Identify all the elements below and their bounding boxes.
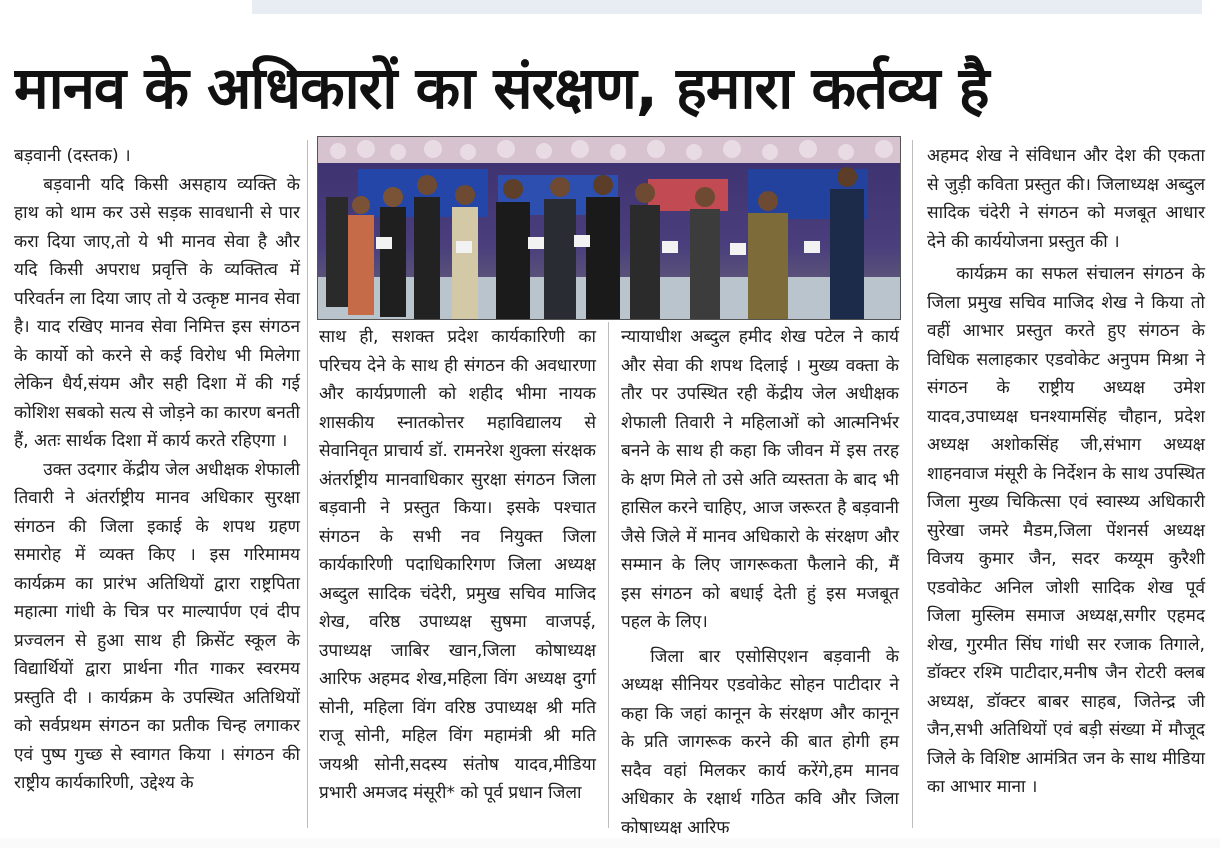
paragraph: बड़वानी यदि किसी असहाय व्यक्ति के हाथ को थाम कर उसे सड़क सावधानी से पार करा दिया जाए,तो ये भी मानव सेवा है और यदि किसी अपराध प्रवृत्ति के व्यक्तित्व में परिवर्तन ला दिया जाए तो ये उत्कृष्ट मानव सेवा है। याद रखिए मानव सेवा निमित्त इस संगठन के कार्यो को करने से कई विरोध भी मिलेगा लेकिन धैर्य,संयम और सही दिशा में की गई कोशिश सबको सत्य से जोड़ने का कारण बनती हैं, अतः सार्थक दिशा में कार्य करते रहिएगा । bbox=[14, 174, 300, 451]
dateline: बड़वानी (दस्तक) । bbox=[14, 146, 131, 166]
paragraph: अहमद शेख ने संविधान और देश की एकता से जुड़ी कविता प्रस्तुत की। जिलाध्यक्ष अब्दुल सादिक चंदेरी ने संगठन को मजबूत आधार देने की कार्ययोजना प्रस्तुत की । bbox=[927, 146, 1205, 252]
paragraph: जिला बार एसोसिएशन बड़वानी के अध्यक्ष सीनियर एडवोकेट सोहन पाटीदार ने कहा कि जहां कानून के संरक्षण और कानून के प्रति जागरूक करने की बात होगी हम सदैव वहां मिलकर कार्य करेंगे,हम मानव अधिकार के रक्षार्थ गठित कवि और जिला कोषाध्यक्ष आरिफ bbox=[621, 646, 899, 838]
paragraph: उक्त उदगार केंद्रीय जेल अधीक्षक शेफाली तिवारी ने अंतर्राष्ट्रीय मानव अधिकार सुरक्षा संगठन की जिला इकाई के शपथ ग्रहण समारोह में व्यक्त किए । इस गरिमामय कार्यक्रम का प्रारंभ अतिथियों द्वारा राष्ट्रपिता महात्मा गांधी के चित्र पर माल्यार्पण एवं दीप प्रज्वलन से हुआ साथ ही क्रिसेंट स्कूल के विद्यार्थियों द्वारा प्रार्थना गीत गाकर स्वरमय प्रस्तुति दी । कार्यक्रम के उपस्थित अतिथियों को सर्वप्रथम संगठन का प्रतीक चिन्ह लगाकर एवं पुष्प गुच्छ से स्वागत किया । संगठन की राष्ट्रीय कार्यकारिणी, उद्देश्य के bbox=[14, 459, 300, 793]
article-column-4 bbox=[927, 142, 1205, 802]
column-divider bbox=[307, 140, 308, 828]
article-column-1 bbox=[14, 142, 300, 798]
paragraph: साथ ही, सशक्त प्रदेश कार्यकारिणी का परिचय देने के साथ ही संगठन की अवधारणा और कार्यप्रणाली को शहीद भीमा नायक शासकीय स्नातकोत्तर महाविद्यालय से सेवानिवृत प्राचार्य डॉ. रामनरेश शुक्ला संरक्षक अंतर्राष्ट्रीय मानवाधिकार सुरक्षा संगठन जिला बड़वानी ने प्रस्तुत किया। इसके पश्चात संगठन के सभी नव नियुक्त जिला कार्यकारिणी पदाधिकारिगण जिला अध्यक्ष अब्दुल सादिक चंदेरी, प्रमुख सचिव माजिद शेख, वरिष्ठ उपाध्यक्ष सुषमा वाजपई, उपाध्यक्ष जाबिर खान,जिला कोषाध्यक्ष आरिफ अहमद शेख,महिला विंग अध्यक्ष दुर्गा सोनी, महिला विंग वरिष्ठ उपाध्यक्ष श्री मति राजू सोनी, महिल विंग महामंत्री श्री मति जयश्री सोनी,सदस्य संतोष यादव,मीडिया प्रभारी अमजद मंसूरी* को पूर्व प्रधान जिला bbox=[319, 327, 596, 803]
paragraph: न्यायाधीश अब्दुल हमीद शेख पटेल ने कार्य और सेवा की शपथ दिलाई । मुख्य वक्ता के तौर पर उपस्थित रही केंद्रीय जेल अधीक्षक शेफाली तिवारी ने महिलाओं को आत्मनिर्भर बनने के साथ ही कहा कि जीवन में इस तरह के क्षण मिले तो उसे अति व्यस्तता के बाद भी हासिल करने चाहिए, आज जरूरत है बड़वानी जैसे जिले में मानव अधिकारो के संरक्षण और सम्मान के लिए जागरूकता फैलाने की, मैं इस संगठन को बधाई देती हुं इस मजबूत पहल के लिए। bbox=[621, 327, 899, 632]
article-column-2 bbox=[319, 323, 596, 808]
event-photo-image bbox=[318, 137, 900, 319]
column-divider bbox=[912, 140, 913, 828]
event-photo bbox=[317, 136, 901, 320]
previous-article-shade bbox=[252, 0, 1202, 14]
column-divider bbox=[608, 322, 609, 828]
headline: मानव के अधिकारों का संरक्षण, हमारा कर्तव्य है bbox=[14, 54, 989, 122]
previous-article-strip bbox=[0, 0, 1220, 14]
article-column-3 bbox=[621, 323, 899, 842]
paragraph: कार्यक्रम का सफल संचालन संगठन के जिला प्रमुख सचिव माजिद शेख ने किया तो वहीं आभार प्रस्तुत करते हुए संगठन के विधिक सलाहकार एडवोकेट अनुपम मिश्रा ने संगठन के राष्ट्रीय अध्यक्ष उमेश यादव,उपाध्यक्ष घनश्यामसिंह चौहान, प्रदेश अध्यक्ष अशोकसिंह जी,संभाग अध्यक्ष शाहनवाज मंसूरी के निर्देशन के साथ उपस्थित जिला मुख्य चिकित्सा एवं स्वास्थ्य अधिकारी सुरेखा जमरे मैडम,जिला पेंशनर्स अध्यक्ष विजय कुमार जैन, सदर कय्यूम कुरैशी एडवोकेट अनिल जोशी सादिक शेख पूर्व जिला मुस्लिम समाज अध्यक्ष,सगीर एहमद शेख, गुरमीत सिंघ गांधी सर रजाक तिगाले, डॉक्टर रश्मि पाटीदार,मनीष जैन रोटरी क्लब अध्यक्ष, डॉक्टर बाबर साहब, जितेन्द्र जी जैन,सभी अतिथियों एवं बड़ी संख्या में मौजूद जिले के विशिष्ट आमंत्रित जन के साथ मीडिया का आभार माना । bbox=[927, 264, 1205, 797]
page-bottom-edge bbox=[0, 838, 1220, 848]
